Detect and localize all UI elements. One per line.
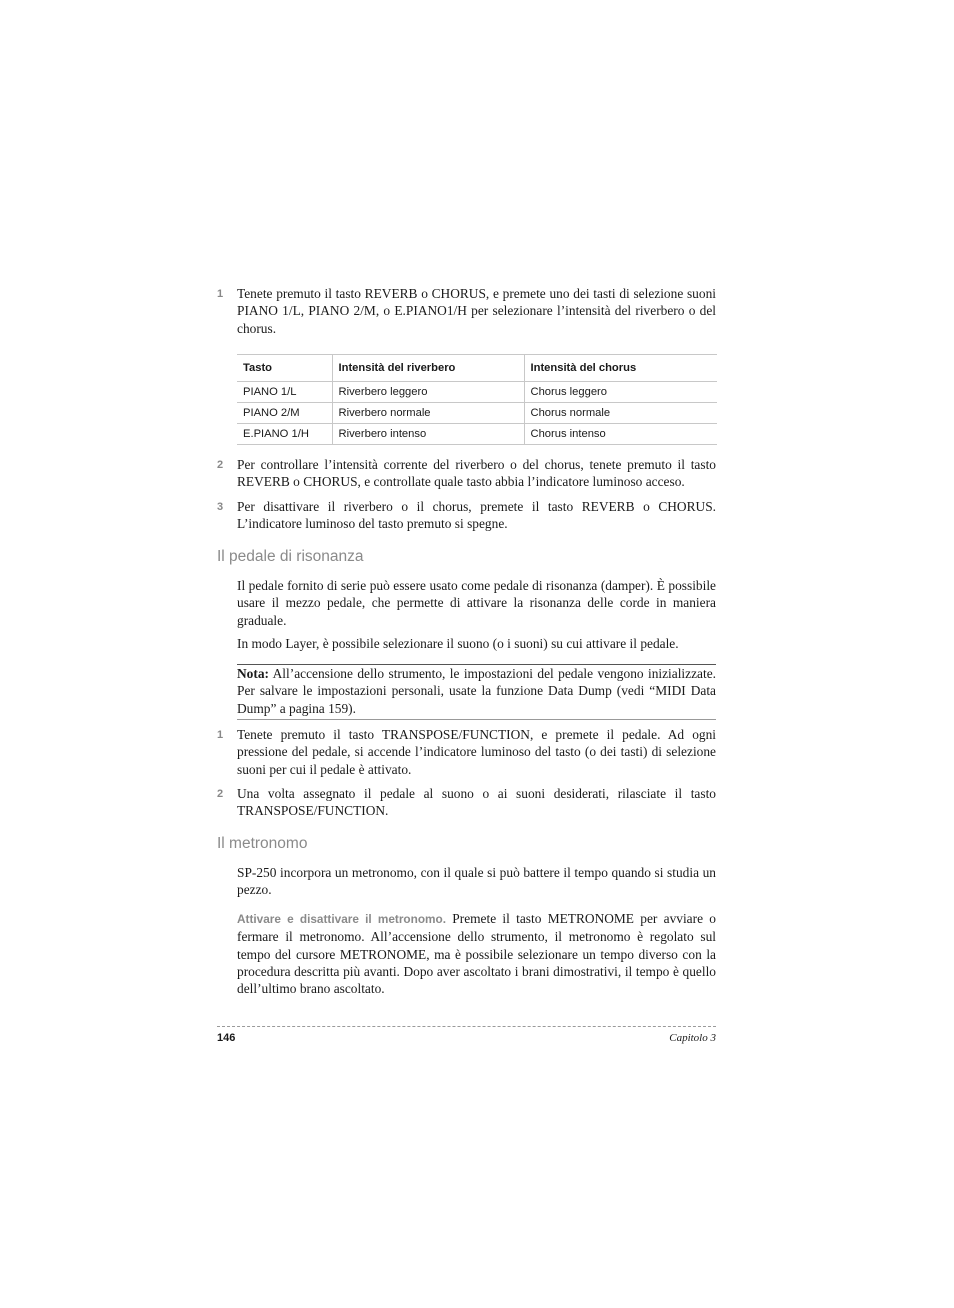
step-number: 2 [217, 788, 224, 800]
step-text: Tenete premuto il tasto TRANSPOSE/FUNCTION, e premete il pedale. Ad ogni pressione del pedale, si accende l’indicatore luminoso del tasto (o dei tasti) di selezione suoni per cui il pedale è attivato. [237, 727, 716, 777]
step-damper-1 [217, 726, 716, 778]
damper-paragraph-2: In modo Layer, è possibile selezionare il suono (o i suoni) su cui attivare il pedale. [237, 636, 679, 651]
table-header-row [237, 355, 717, 382]
metronome-paragraph-1: SP-250 incorpora un metronomo, con il quale si può battere il tempo quando si studia un pezzo. [237, 865, 716, 898]
table-cell: Riverbero leggero [332, 382, 524, 403]
note-label: Nota: [237, 666, 269, 681]
table-cell: PIANO 1/L [237, 382, 332, 403]
runin-heading: Attivare e disattivare il metronomo. [237, 912, 447, 926]
step-number: 2 [217, 459, 224, 471]
metronome-paragraph-2 [237, 910, 716, 997]
note-box [237, 664, 716, 720]
table-cell: Chorus leggero [524, 382, 717, 403]
step-text: Tenete premuto il tasto REVERB o CHORUS, e premete uno dei tasti di selezione suoni PIANO 1/L, PIANO 2/M, o E.PIANO1/H per selezionare l’intensità del riverbero o del chorus. [237, 286, 716, 336]
table-header-cell: Intensità del chorus [524, 355, 717, 382]
table-row [237, 382, 717, 403]
table-cell: Chorus intenso [524, 424, 717, 445]
table-header-cell: Intensità del riverbero [332, 355, 524, 382]
step-number: 1 [217, 288, 224, 300]
step-reverb-1 [217, 285, 716, 337]
reverb-chorus-table [237, 354, 717, 445]
table-cell: PIANO 2/M [237, 403, 332, 424]
damper-paragraph-1: Il pedale fornito di serie può essere usato come pedale di risonanza (damper). È possibile usare il mezzo pedale, che permette di attivare la risonanza delle corde in maniera graduale. [237, 578, 716, 628]
step-reverb-2 [217, 456, 716, 491]
table-cell: E.PIANO 1/H [237, 424, 332, 445]
step-number: 3 [217, 501, 224, 513]
section-heading-metronome: Il metronomo [217, 835, 308, 852]
table-cell: Chorus normale [524, 403, 717, 424]
step-text: Per controllare l’intensità corrente del riverbero o del chorus, tenete premuto il tasto REVERB o CHORUS, e controllate quale tasto abbia l’indicatore luminoso acceso. [237, 457, 716, 490]
step-text: Una volta assegnato il pedale al suono o ai suoni desiderati, rilasciate il tasto TRANSPOSE/FUNCTION. [237, 786, 716, 819]
table-cell: Riverbero intenso [332, 424, 524, 445]
table-header-cell: Tasto [237, 355, 332, 382]
table-row [237, 403, 717, 424]
step-reverb-3 [217, 498, 716, 533]
note-text: All’accensione dello strumento, le impostazioni del pedale vengono inizializzate. Per salvare le impostazioni personali, usate la funzione Data Dump (vedi “MIDI Data Dump” a pagina 159). [237, 666, 716, 716]
footer-divider [217, 1026, 716, 1027]
step-damper-2 [217, 785, 716, 820]
step-number: 1 [217, 729, 224, 741]
page-number: 146 [217, 1032, 236, 1044]
chapter-label: Capitolo 3 [669, 1032, 716, 1044]
table-row [237, 424, 717, 445]
section-heading-damper: Il pedale di risonanza [217, 548, 364, 565]
step-text: Per disattivare il riverbero o il chorus, premete il tasto REVERB o CHORUS. L’indicatore luminoso del tasto premuto si spegne. [237, 499, 716, 532]
table-cell: Riverbero normale [332, 403, 524, 424]
metronome-paragraph-2-text: Premete il tasto METRONOME per avviare o fermare il metronomo. All’accensione dello strumento, il metronomo è regolato sul tempo del cursore METRONOME, ma è possibile selezionare un tempo diverso con la procedura descritta più avanti. Dopo aver ascoltato i brani dimostrativi, il tempo è quello dell’ultimo brano ascoltato. [237, 911, 716, 997]
